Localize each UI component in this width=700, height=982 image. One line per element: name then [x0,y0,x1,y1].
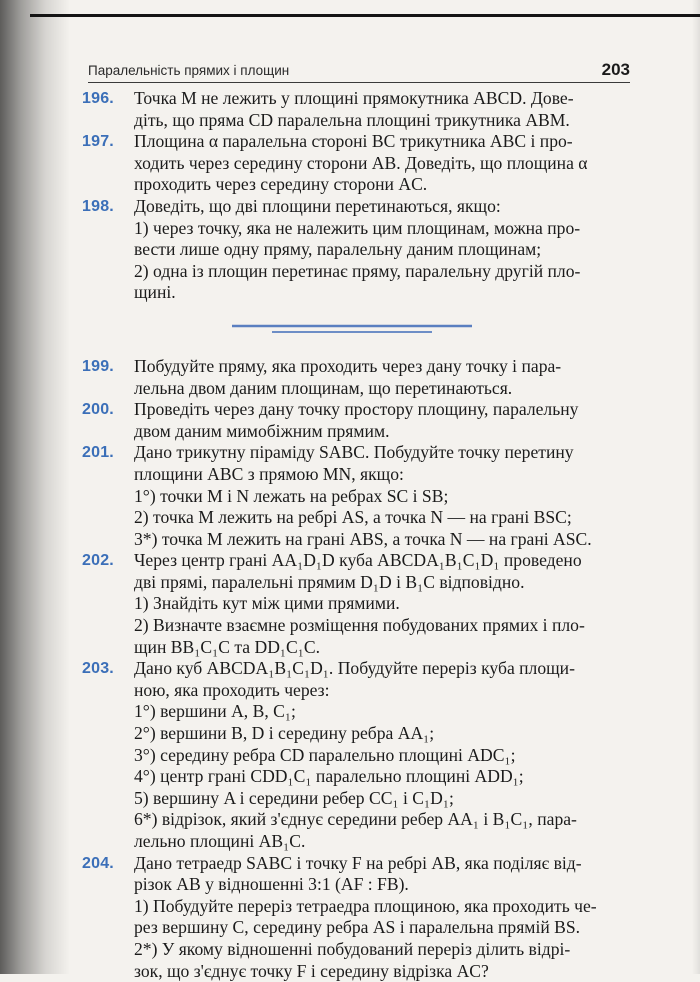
problem-line: 2) Визначте взаємне розміщення побудованих прямих і пло- [134,615,585,636]
divider-ornament [232,317,472,339]
problem-number: 203. [82,660,114,678]
problem-line: різок AB у відношенні 3:1 (AF : FB). [134,874,409,895]
problem-number: 198. [82,197,114,215]
exercise-list [82,88,628,982]
problem-line: діть, що пряма CD паралельна площині трикутника ABM. [134,109,570,130]
problem-200 [82,399,628,442]
book-spine-shadow [0,0,70,974]
problem-line: щині. [134,282,176,303]
problem-line: ною, яка проходить через: [134,679,330,700]
problem-line: лельно площині AB₁C. [134,831,306,851]
problem-line: 3*) точка M лежить на грані ABS, а точка N — на грані ASC. [134,528,592,549]
problem-line: Дано куб ABCDA₁B₁C₁D₁. Побудуйте переріз куба площи- [134,658,575,679]
page-number: 203 [601,60,630,79]
problem-line: 2) точка M лежить на ребрі AS, а точка N — на грані BSC; [134,507,572,528]
problem-line: 1) Знайдіть кут між цими прямими. [134,593,400,614]
problem-line: площини ABC з прямою MN, якщо: [134,463,404,484]
problem-line: проходить через середину сторони AC. [134,174,428,195]
problem-number: 196. [82,90,114,107]
problem-line: Дано тетраедр SABC і точку F на ребрі AB, яка поділяє від- [134,852,582,873]
problem-199 [82,356,628,399]
problem-line: Площина α паралельна стороні BC трикутника ABC і про- [134,131,573,152]
section-title: Паралельність прямих і площин [88,63,290,78]
problem-line: 1°) точки M і N лежать на ребрах SC і SB; [134,485,449,506]
problem-line: 1) Побудуйте переріз тетраедра площиною, яка проходить че- [134,895,597,916]
problem-line: двом даним мимобіжним прямим. [134,420,390,441]
problem-line: 6*) відрізок, який з'єднує середини ребер AA₁ і B₁C₁, пара- [134,809,577,830]
problem-line: Через центр грані AA₁D₁D куба ABCDA₁B₁C₁D₁ проведено [134,550,582,571]
header-rule [88,82,630,83]
problem-number: 200. [82,401,114,419]
problem-line: вести лише одну пряму, паралельну даним площинам; [134,239,542,260]
problem-line: щин BB₁C₁C та DD₁C₁C. [134,636,321,657]
problem-line: дві прямі, паралельні прямим D₁D і B₁C відповідно. [134,571,525,592]
problem-line: 4°) центр грані CDD₁C₁ паралельно площині ADD₁; [134,766,524,787]
problem-line: 1) через точку, яка не належить цим площинам, можна про- [134,217,581,238]
problem-204 [82,853,628,982]
problem-number: 197. [82,133,114,151]
page-top-edge [30,14,700,17]
problem-203 [82,658,628,852]
problem-line: рез вершину C, середину ребра AS і паралельна прямій BS. [134,917,581,938]
problem-line: зок, що з'єднує точку F і середину відрізка AC? [134,960,489,981]
problem-line: 1°) вершини A, B, C₁; [134,701,296,722]
problem-number: 202. [82,552,114,570]
problem-line: Проведіть через дану точку простору площину, паралельну [134,399,579,420]
problem-line: Доведіть, що дві площини перетинаються, якщо: [134,195,501,216]
problem-number: 201. [82,444,114,462]
problem-196 [82,88,628,131]
problem-number: 199. [82,357,114,375]
problem-line: 2°) вершини B, D і середину ребра AA₁; [134,723,435,744]
problem-line: Побудуйте пряму, яка проходить через дану точку і пара- [134,355,562,376]
problem-line: Точка M не лежить у площині прямокутника ABCD. Дове- [134,88,574,108]
running-header [88,60,630,82]
problem-line: 2) одна із площин перетинає пряму, паралельну другій пло- [134,260,581,281]
problem-number: 204. [82,854,114,872]
problem-line: лельна двом даним площинам, що перетинаються. [134,377,513,398]
problem-line: ходить через середину сторони AB. Доведіть, що площина α [134,152,588,173]
page-edge-shadow [692,0,700,974]
problem-198 [82,196,628,304]
problem-line: 3°) середину ребра CD паралельно площині ADC₁; [134,744,516,765]
problem-line: 2*) У якому відношенні побудований переріз ділить відрі- [134,938,571,959]
section-divider [82,312,628,346]
problem-202 [82,550,628,658]
problem-line: Дано трикутну піраміду SABC. Побудуйте точку перетину [134,442,574,463]
problem-line: 5) вершину A і середини ребер CC₁ і C₁D₁; [134,787,454,808]
problem-197 [82,131,628,196]
problem-201 [82,442,628,550]
